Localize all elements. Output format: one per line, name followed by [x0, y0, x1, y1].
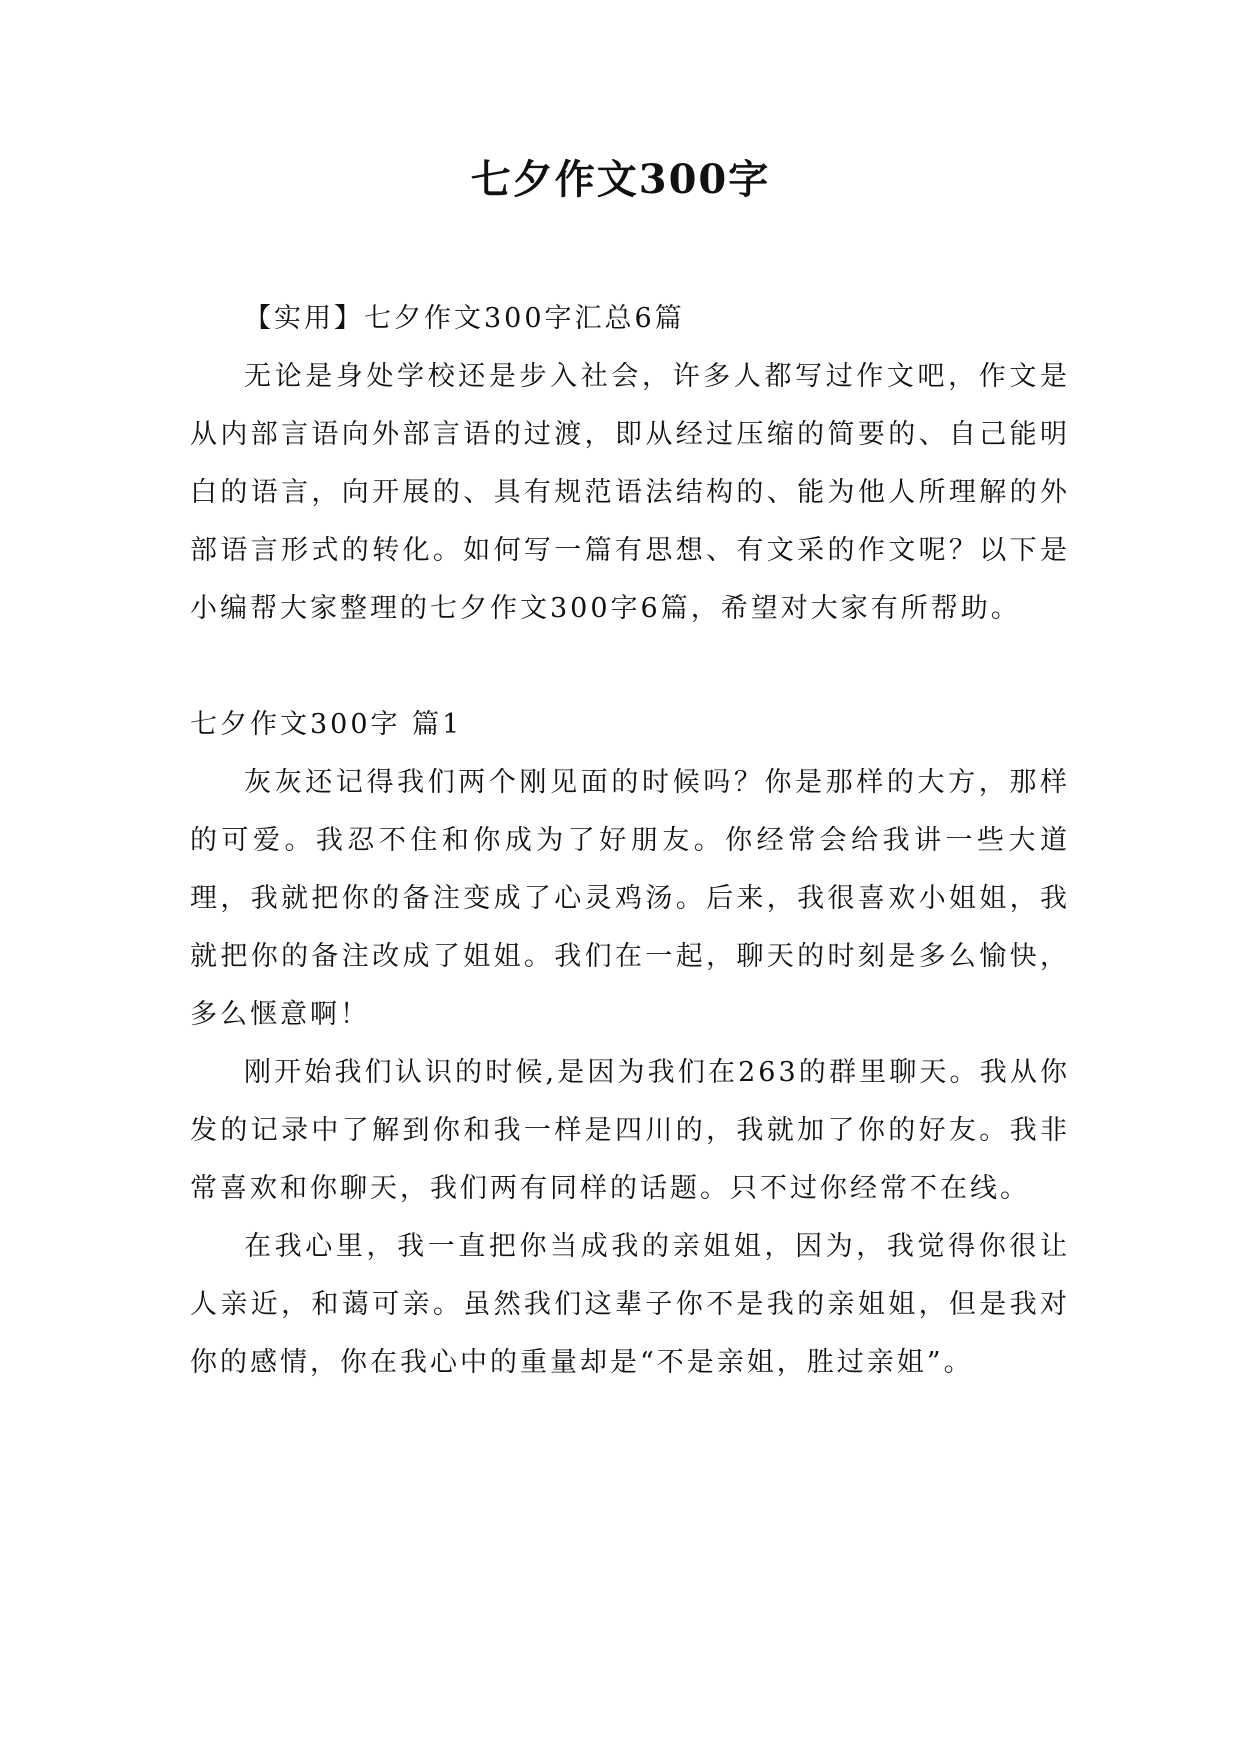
section-1-paragraph-1: 灰灰还记得我们两个刚见面的时候吗？你是那样的大方，那样的可爱。我忍不住和你成为了好朋友。你经常会给我讲一些大道理，我就把你的备注变成了心灵鸡汤。后来，我很喜欢小姐姐，我就把你的备注改成了姐姐。我们在一起，聊天的时刻是多么愉快，多么惬意啊！	[190, 767, 1070, 1030]
intro-heading: 【实用】七夕作文300字汇总6篇	[244, 303, 685, 334]
section-1-paragraph-3: 在我心里，我一直把你当成我的亲姐姐，因为，我觉得你很让人亲近，和蔼可亲。虽然我们这辈子你不是我的亲姐姐，但是我对你的感情，你在我心中的重量却是“不是亲姐，胜过亲姐”。	[190, 1231, 1070, 1378]
document-body	[190, 290, 1070, 1392]
document-title: 七夕作文300字	[470, 156, 771, 203]
section-1-heading: 七夕作文300字 篇1	[190, 709, 463, 740]
section-1-paragraph-2: 刚开始我们认识的时候,是因为我们在263的群里聊天。我从你发的记录中了解到你和我一样是四川的，我就加了你的好友。我非常喜欢和你聊天，我们两有同样的话题。只不过你经常不在线。	[190, 1057, 1070, 1204]
intro-paragraph: 无论是身处学校还是步入社会，许多人都写过作文吧，作文是从内部言语向外部言语的过渡，即从经过压缩的简要的、自己能明白的语言，向开展的、具有规范语法结构的、能为他人所理解的外部语言形式的转化。如何写一篇有思想、有文采的作文呢？以下是小编帮大家整理的七夕作文300字6篇，希望对大家有所帮助。	[190, 361, 1070, 624]
